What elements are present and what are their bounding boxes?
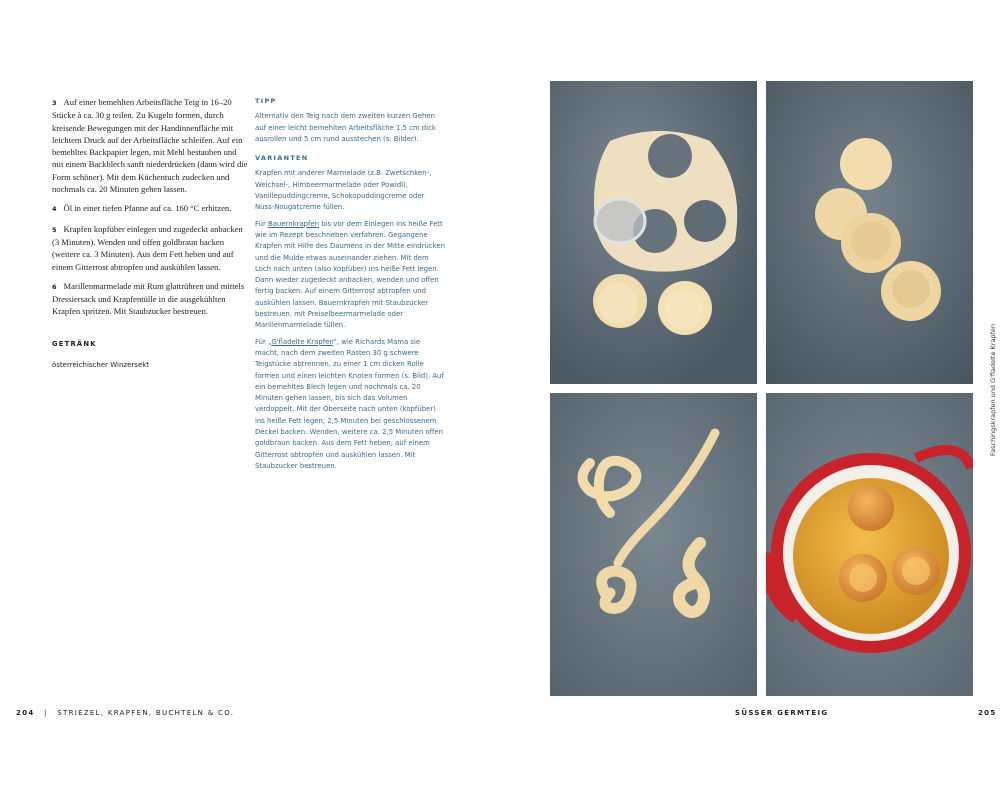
step-text: Auf einer bemehlten Arbeitsfläche Teig in 16–20 Stücke à ca. 30 g teilen. Zu Kugeln formen, durch kreisende Bewegungen mit der Handinnenfläche mit leichtem Druck auf der Arbeitsfläche schleifen. Auf ein bemehltes Backpapier legen, mit Mehl bestauben und mit einem Backblech sanft niederdrücken (dann wird die Form schöner). Mit dem Küchentuch zudecken und nochmals ca. 20 Minuten gehen lassen.: [52, 97, 248, 195]
step-3: [52, 96, 248, 195]
variants-label: VARIANTEN: [255, 154, 309, 163]
footer-left: [16, 709, 234, 717]
drink-text: österreichischer Winzersekt: [52, 361, 150, 370]
text-fragment: Für: [255, 219, 268, 228]
bauernkrapfen-link: Bauernkrapfen: [267, 219, 320, 228]
step-number: 4: [52, 205, 57, 214]
drink-section: [52, 338, 248, 372]
footer-separator: |: [44, 709, 48, 717]
photo-dough-cutting: [550, 81, 757, 384]
side-caption: [987, 318, 999, 462]
step-number: 5: [52, 225, 57, 234]
text-fragment: bis vor dem Einlegen ins heiße Fett wie im Rezept beschrieben verfahren. Gegangene Krapfen mit Hilfe des Daumens in der Mitte eindrücken und die Mulde etwas auseinander ziehen. Mit dem Loch nach unten (also kopfüber) ins heiße Fett legen. Dann wieder zugedeckt anbacken, wenden und offen fertig backen. Auf einem Gitterrost abtropfen und auskühlen lassen. Bauernkrapfen mit Staubzucker bestreuen, mit Preiselbeermarmelade oder Marillenmarmelade füllen.: [255, 219, 445, 330]
photo-frying-pot: [766, 393, 973, 696]
text-fragment: Für „: [255, 337, 272, 346]
side-caption-text: Faschingskrapfen und G'fladelte Krapfen: [989, 324, 997, 456]
step-6: [52, 280, 248, 318]
step-number: 6: [52, 282, 57, 291]
tip-label: TIPP: [255, 97, 277, 105]
drink-label: GETRÄNK: [52, 339, 97, 348]
step-number: 3: [52, 99, 57, 107]
recipe-steps: [52, 96, 248, 371]
step-5: [52, 223, 248, 273]
step-text: Krapfen kopfüber einlegen und zugedeckt anbacken (3 Minuten). Wenden und offen goldbraun backen (weitere ca. 3 Minuten). Aus dem Fett heben und auf einem Gitterrost abtropfen und auskühlen lassen.: [52, 223, 243, 272]
right-running-title: SÜSSER GERMTEIG: [735, 709, 829, 717]
tip-text: Alternativ den Teig nach dem zweiten kurzen Gehen auf einer leicht bemehlten Arbeitsfläche 1,5 cm dick ausrollen und 5 cm rund ausstechen (s. Bilder).: [255, 112, 436, 143]
photo-dough-knots: [550, 393, 757, 696]
variants-paragraph-2: [255, 219, 445, 332]
tips-column: [255, 96, 445, 477]
right-page-number: 205: [978, 709, 997, 717]
gfladelte-krapfen-link: G'fladelte Krapfen: [271, 337, 334, 346]
left-page-number: 204: [16, 709, 35, 717]
photo-dough-balls: [766, 81, 973, 384]
left-running-title: STRIEZEL, KRAPFEN, BUCHTELN & CO.: [57, 709, 235, 717]
step-text: Öl in einer tiefen Pfanne auf ca. 160 °C erhitzen.: [63, 203, 232, 214]
step-4: [52, 202, 248, 215]
variants-paragraph-3: [255, 337, 445, 473]
step-text: Marillenmarmelade mit Rum glattrühren und mittels Dressiersack und Krapfentülle in die ausgekühlten Krapfen spritzen. Mit Staubzucker bestreuen.: [52, 280, 245, 317]
variants-paragraph-1: Krapfen mit anderer Marmelade (z.B. Zwetschken-, Weichsel-, Himbeermarmelade oder Powidl), Vanillepuddingcreme, Schokopuddingcreme oder Nuss-Nougatcreme füllen.: [255, 169, 432, 212]
text-fragment: “, wie Richards Mama sie macht, nach dem zweiten Rasten 30 g schwere Teigstücke abtrennen, zu einer 1 cm dicken Rolle formen und einen leichten Knoten formen (s. Bild). Auf ein bemehltes Blech legen und nochmals ca. 20 Minuten gehen lassen, bis sich das Volumen verdoppelt. Mit der Oberseite nach unten (kopfüber) ins heiße Fett legen, 2,5 Minuten bei geschlossenem Deckel backen. Wenden, weitere ca. 2,5 Minuten offen goldbraun backen. Aus dem Fett heben, auf einem Gitterrost abtropfen und auskühlen lassen. Mit Staubzucker bestreuen.: [255, 337, 444, 470]
